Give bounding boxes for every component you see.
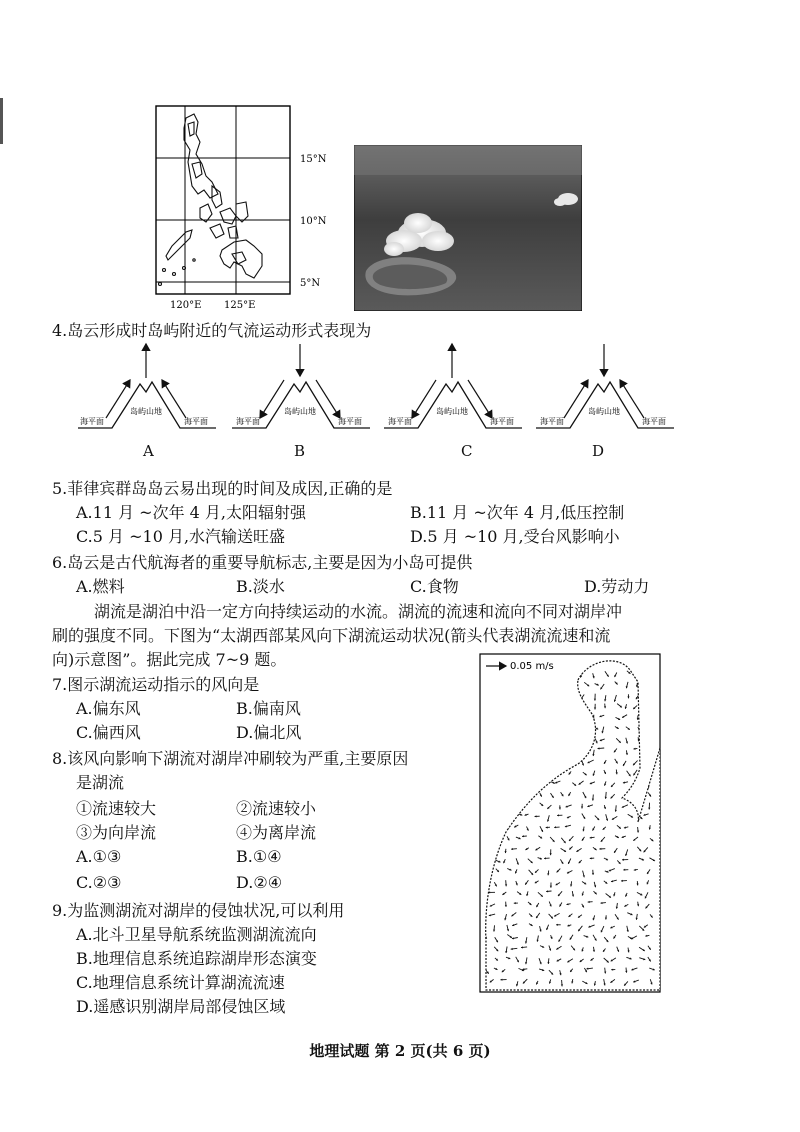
q5-option-b[interactable]: B.11 月 ~次年 4 月,低压控制 bbox=[410, 503, 625, 522]
question-6-title: 6.岛云是古代航海者的重要导航标志,主要是因为小岛可提供 bbox=[52, 553, 473, 572]
q4-diagram-a[interactable] bbox=[78, 344, 216, 428]
q8-item-1: ①流速较大 bbox=[76, 799, 157, 818]
q7-option-b[interactable]: B.偏南风 bbox=[236, 699, 301, 718]
q8-item-3: ③为向岸流 bbox=[76, 823, 157, 842]
q5-option-a[interactable]: A.11 月 ~次年 4 月,太阳辐射强 bbox=[76, 503, 307, 522]
q4-diagram-b[interactable] bbox=[232, 344, 370, 428]
lon-label-120e: 120°E bbox=[170, 300, 202, 311]
lake-current-map-svg bbox=[478, 652, 662, 996]
question-4-title: 4.岛云形成时岛屿附近的气流运动形式表现为 bbox=[52, 321, 372, 340]
lat-label-5n: 5°N bbox=[300, 278, 321, 289]
question-8-title-line-1: 8.该风向影响下湖流对湖岸冲刷较为严重,主要原因 bbox=[52, 749, 409, 768]
q8-option-a[interactable]: A.①③ bbox=[76, 847, 122, 866]
q4-airflow-diagrams bbox=[78, 342, 678, 462]
q7-option-d[interactable]: D.偏北风 bbox=[236, 723, 302, 742]
q4-diagram-d[interactable] bbox=[536, 344, 674, 428]
question-9-title: 9.为监测湖流对湖岸的侵蚀状况,可以利用 bbox=[52, 901, 345, 920]
q8-item-2: ②流速较小 bbox=[236, 799, 317, 818]
philippines-map-svg bbox=[150, 104, 350, 314]
mountain-label: 岛屿山地 bbox=[588, 407, 620, 416]
question-7-title: 7.图示湖流运动指示的风向是 bbox=[52, 675, 260, 694]
q9-option-d[interactable]: D.遥感识别湖岸局部侵蚀区域 bbox=[76, 997, 286, 1016]
q6-option-d[interactable]: D.劳动力 bbox=[584, 577, 650, 596]
question-5-title: 5.菲律宾群岛岛云易出现的时间及成因,正确的是 bbox=[52, 479, 393, 498]
sea-level-label-left: 海平面 bbox=[540, 417, 564, 426]
sea-level-label-left: 海平面 bbox=[80, 417, 104, 426]
intro-line-3: 向)示意图”。据此完成 7~9 题。 bbox=[52, 650, 287, 669]
mountain-label: 岛屿山地 bbox=[284, 407, 316, 416]
q9-option-a[interactable]: A.北斗卫星导航系统监测湖流流向 bbox=[76, 925, 317, 944]
q8-option-d[interactable]: D.②④ bbox=[236, 873, 283, 892]
intro-line-1: 湖流是湖泊中沿一定方向持续运动的水流。湖流的流速和流向不同对湖岸冲 bbox=[94, 602, 623, 621]
sea-level-label-left: 海平面 bbox=[388, 417, 412, 426]
lake-current-map bbox=[478, 652, 662, 996]
sea-level-label-right: 海平面 bbox=[184, 417, 208, 426]
q5-option-c[interactable]: C.5 月 ~10 月,水汽输送旺盛 bbox=[76, 527, 286, 546]
q9-option-c[interactable]: C.地理信息系统计算湖流流速 bbox=[76, 973, 285, 992]
lat-label-15n: 15°N bbox=[300, 154, 327, 165]
sea-level-label-right: 海平面 bbox=[338, 417, 362, 426]
lat-label-10n: 10°N bbox=[300, 216, 327, 227]
island-cloud-photo-svg bbox=[354, 145, 582, 311]
q6-option-a[interactable]: A.燃料 bbox=[76, 577, 125, 596]
q4-airflow-diagrams-svg bbox=[78, 342, 678, 462]
sea-level-label-left: 海平面 bbox=[236, 417, 260, 426]
q4-option-b-letter[interactable]: B bbox=[294, 442, 306, 460]
page-footer: 地理试题 第 2 页(共 6 页) bbox=[309, 1042, 491, 1060]
scan-edge-mark bbox=[0, 98, 3, 144]
sea-level-label-right: 海平面 bbox=[490, 417, 514, 426]
intro-line-2: 刷的强度不同。下图为“太湖西部某风向下湖流运动状况(箭头代表湖流流速和流 bbox=[52, 626, 611, 645]
sea-level-label-right: 海平面 bbox=[642, 417, 666, 426]
philippines-map bbox=[150, 104, 350, 314]
q8-option-c[interactable]: C.②③ bbox=[76, 873, 122, 892]
q8-option-b[interactable]: B.①④ bbox=[236, 847, 282, 866]
q7-option-c[interactable]: C.偏西风 bbox=[76, 723, 141, 742]
q5-option-d[interactable]: D.5 月 ~10 月,受台风影响小 bbox=[410, 527, 620, 546]
island-cloud-photo bbox=[354, 145, 582, 311]
q6-option-c[interactable]: C.食物 bbox=[410, 577, 459, 596]
q4-option-c-letter[interactable]: C bbox=[461, 442, 473, 460]
lon-label-125e: 125°E bbox=[224, 300, 256, 311]
q4-option-a-letter[interactable]: A bbox=[143, 442, 154, 460]
question-8-title-line-2: 是湖流 bbox=[76, 773, 125, 792]
q8-item-4: ④为离岸流 bbox=[236, 823, 317, 842]
q6-option-b[interactable]: B.淡水 bbox=[236, 577, 285, 596]
q9-option-b[interactable]: B.地理信息系统追踪湖岸形态演变 bbox=[76, 949, 317, 968]
q4-option-d-letter[interactable]: D bbox=[592, 442, 605, 460]
mountain-label: 岛屿山地 bbox=[436, 407, 468, 416]
q7-option-a[interactable]: A.偏东风 bbox=[76, 699, 141, 718]
mountain-label: 岛屿山地 bbox=[130, 407, 162, 416]
lake-scale-label: 0.05 m/s bbox=[510, 661, 554, 672]
q4-diagram-c[interactable] bbox=[384, 344, 522, 428]
